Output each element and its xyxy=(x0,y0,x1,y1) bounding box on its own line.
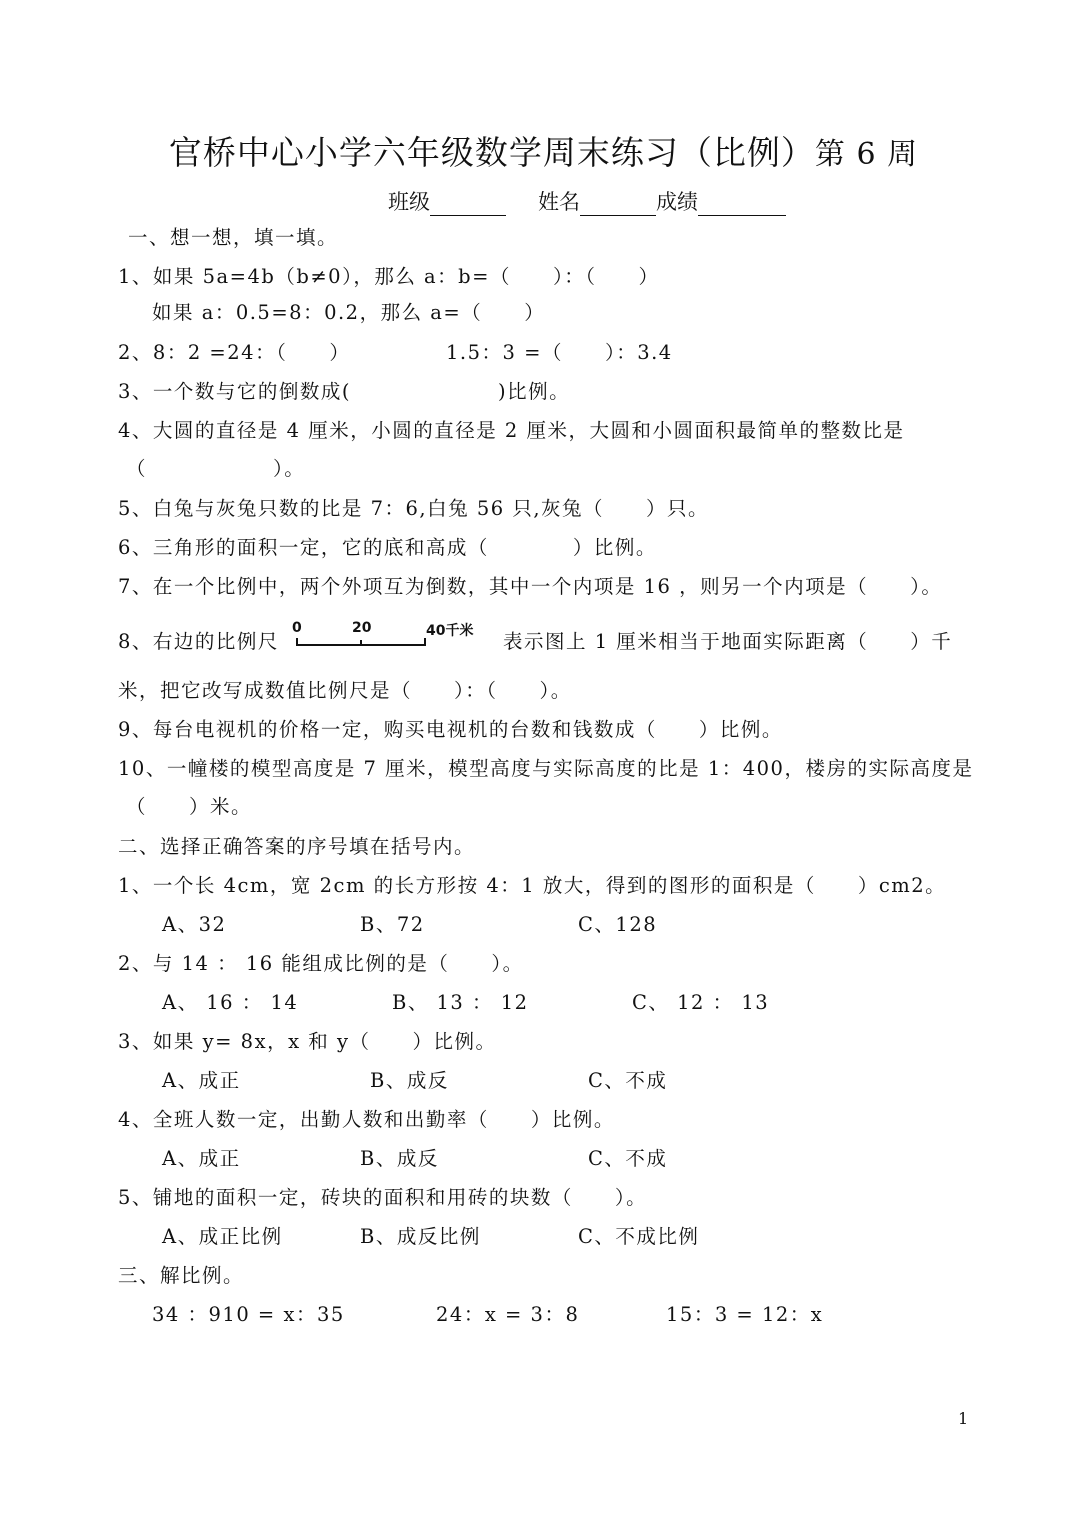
s2-question-4: 4、全班人数一定，出勤人数和出勤率（ ）比例。 xyxy=(118,1108,615,1131)
s2-q4-option-b: B、成反 xyxy=(360,1147,439,1170)
name-label: 姓名 xyxy=(538,190,580,214)
s2-q1-option-a: A、32 xyxy=(162,913,227,936)
section3-heading: 三、解比例。 xyxy=(118,1264,245,1287)
s3-equation-2: 24：x = 3：8 xyxy=(436,1303,580,1326)
class-label: 班级 xyxy=(388,190,430,214)
scale-label-20: 20 xyxy=(352,620,372,636)
page-title xyxy=(0,127,1087,174)
s2-q2-option-c: C、 12 ： 13 xyxy=(632,991,770,1014)
s2-question-1: 1、一个长 4cm，宽 2cm 的长方形按 4：1 放大，得到的图形的面积是（ ）cm2。 xyxy=(118,874,947,897)
s1-question-8: 8、右边的比例尺 xyxy=(118,630,279,653)
section1-heading: 一、想一想，填一填。 xyxy=(128,226,339,249)
s2-q5-option-c: C、不成比例 xyxy=(578,1225,700,1248)
s1-question-5: 5、白兔与灰兔只数的比是 7：6,白兔 56 只,灰兔（ ）只。 xyxy=(118,497,710,520)
s3-equation-3: 15：3 = 12：x xyxy=(666,1303,824,1326)
s2-q4-option-c: C、不成 xyxy=(588,1147,668,1170)
s2-q3-option-b: B、成反 xyxy=(370,1069,449,1092)
s1-question-6: 6、三角形的面积一定，它的底和高成（ ）比例。 xyxy=(118,536,657,559)
s2-question-5: 5、铺地的面积一定，砖块的面积和用砖的块数（ ）。 xyxy=(118,1186,648,1209)
student-info-line xyxy=(388,186,786,216)
s1-question-8b: 米，把它改写成数值比例尺是（ ）：（ ）。 xyxy=(118,679,572,702)
s2-q1-option-c: C、128 xyxy=(578,913,658,936)
s3-equation-1: 34 ：910 = x：35 xyxy=(152,1303,345,1326)
s2-question-2: 2、与 14 ： 16 能组成比例的是（ ）。 xyxy=(118,952,524,975)
week-label: 第 6 周 xyxy=(814,137,919,172)
section2-heading: 二、选择正确答案的序号填在括号内。 xyxy=(118,835,476,858)
s2-q4-option-a: A、成正 xyxy=(162,1147,241,1170)
s1-question-2: 2、8：2 =24：（ ） xyxy=(118,341,351,364)
s2-q3-option-a: A、成正 xyxy=(162,1069,241,1092)
s1-question-4b: （ ）。 xyxy=(126,457,306,480)
s2-q5-option-b: B、成反比例 xyxy=(360,1225,481,1248)
s1-question-9: 9、每台电视机的价格一定，购买电视机的台数和钱数成（ ）比例。 xyxy=(118,718,783,741)
s1-question-10: 10、一幢楼的模型高度是 7 厘米，模型高度与实际高度的比是 1：400，楼房的实际高度是 xyxy=(118,757,974,780)
s2-q5-option-a: A、成正比例 xyxy=(162,1225,283,1248)
s1-question-2b: 1.5：3 =（ ）：3.4 xyxy=(446,341,673,364)
scale-tick xyxy=(360,640,362,646)
s2-q1-option-b: B、72 xyxy=(360,913,425,936)
s1-question-1b: 如果 a：0.5=8：0.2，那么 a=（ ） xyxy=(152,301,546,324)
s2-q2-option-b: B、 13 ： 12 xyxy=(392,991,529,1014)
s2-question-3: 3、如果 y= 8x，x 和 y（ ）比例。 xyxy=(118,1030,497,1053)
s1-question-8-cont: 表示图上 1 厘米相当于地面实际距离（ ）千 xyxy=(503,630,953,653)
s1-question-1: 1、如果 5a=4b（b≠0），那么 a：b=（ ）：（ ） xyxy=(118,265,660,288)
s2-q2-option-a: A、 16 ： 14 xyxy=(162,991,299,1014)
score-blank xyxy=(698,193,786,216)
s1-question-10b: （ ）米。 xyxy=(126,795,253,818)
scale-tick xyxy=(296,638,298,646)
class-blank xyxy=(430,193,506,216)
scale-label-0: 0 xyxy=(292,620,302,636)
s1-question-4: 4、大圆的直径是 4 厘米，小圆的直径是 2 厘米，大圆和小圆面积最简单的整数比是 xyxy=(118,419,905,442)
scale-tick xyxy=(424,638,426,646)
s1-question-7: 7、在一个比例中，两个外项互为倒数，其中一个内项是 16 ，则另一个内项是（ ）。 xyxy=(118,575,943,598)
score-label: 成绩 xyxy=(656,190,698,214)
name-blank xyxy=(580,193,656,216)
s2-q3-option-c: C、不成 xyxy=(588,1069,668,1092)
s1-question-3: 3、一个数与它的倒数成( )比例。 xyxy=(118,380,571,403)
title-text: 官桥中心小学六年级数学周末练习（比例） xyxy=(168,133,815,172)
page-number: 1 xyxy=(958,1409,969,1428)
scale-label-40: 40千米 xyxy=(426,623,474,639)
scale-bar xyxy=(292,620,504,656)
